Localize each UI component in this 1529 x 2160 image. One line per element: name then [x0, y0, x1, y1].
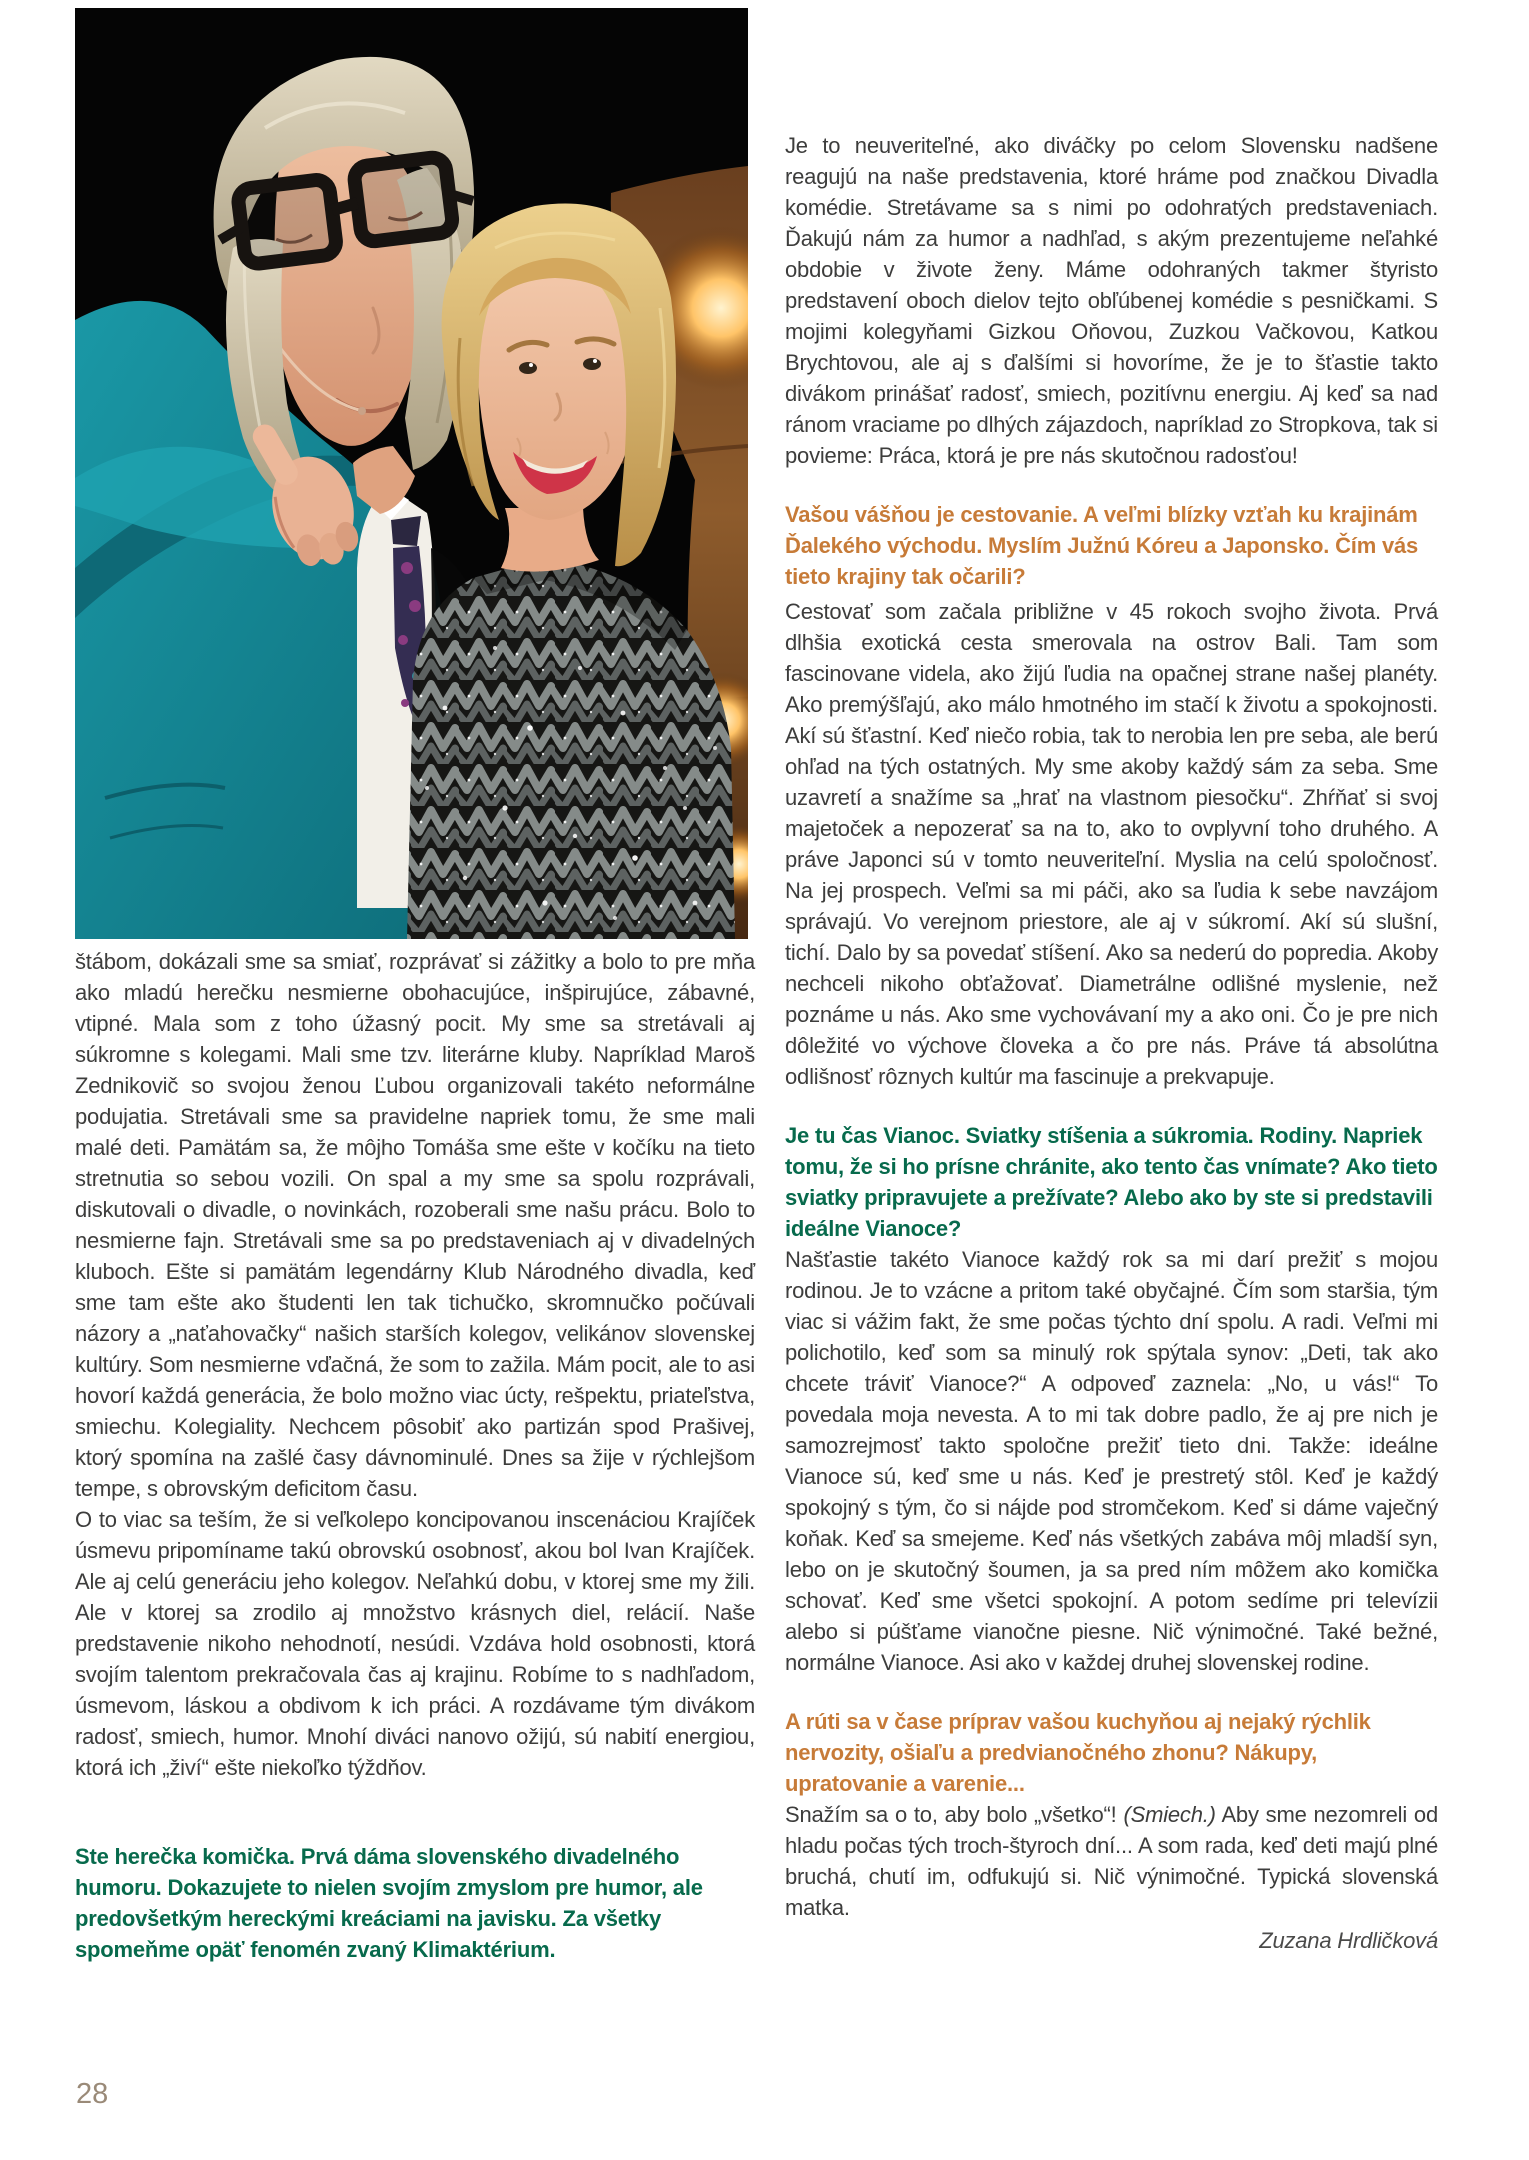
- performance-photo: [75, 8, 748, 939]
- author-signature: Zuzana Hrdličková: [1259, 1928, 1438, 1953]
- eye: [583, 358, 601, 370]
- interview-question-christmas: Je tu čas Vianoc. Sviatky stíšenia a súkromia. Rodiny. Napriek tomu, že si ho prísne chránite, ako tento čas vnímate? Ako tieto sviatky pripravujete a prežívate? Alebo ako by ste si predstavili ideálne Vianoce?: [785, 1123, 1438, 1241]
- right-text-column: [785, 130, 1438, 1956]
- answer-rush-text: Aby sme nezomreli od hladu počas tých troch-štyroch dní... A som rada, keď deti majú plné bruchá, chutí im, odfukujú si. Nič výnimočné. Typická slovenská matka.: [785, 1802, 1438, 1920]
- tie: [391, 516, 421, 546]
- answer-rush: [785, 1799, 1438, 1923]
- stage-direction-laugh: (Smiech.): [1123, 1802, 1216, 1827]
- interview-question-travel: Vašou vášňou je cestovanie. A veľmi blízky vzťah ku krajinám Ďalekého východu. Myslím Južnú Kóreu a Japonsko. Čím vás tieto krajiny tak očarili?: [785, 502, 1419, 589]
- answer-travel: Cestovať som začala približne v 45 rokoch svojho života. Prvá dlhšia exotická cesta smerovala na ostrov Bali. Tam som fascinovane videla, ako žijú ľudia na opačnej strane našej planéty. Ako premýšľajú, ako málo hmotného im stačí k životu a spokojnosti. Akí sú šťastní. Keď niečo robia, tak to nerobia len pre seba, ale berú ohľad na tých ostatných. My sme akoby každý sám za seba. Sme uzavretí a snažíme sa „hrať na vlastnom piesočku“. Zhŕňať si svoj majetoček a nepozerať sa na to, ako to ovplyvní toho druhého. A práve Japonci sú v tomto neuveriteľní. Myslia na celú spoločnosť. Na jej prospech. Veľmi sa mi páči, ako sa ľudia k sebe navzájom správajú. Vo verejnom priestore, ale aj v súkromí. Akí sú slušní, tichí. Dalo by sa povedať stíšení. Ako sa nederú do popredia. Akoby nechceli nikoho obťažovať. Diametrálne odlišné myslenie, než poznáme u nás. Ako sme vychovávaní my a ako oni. Čo je pre nich dôležité vo výchove človeka a čo pre nás. Práve tá absolútna odlišnosť rôznych kultúr ma fascinuje a prekvapuje.: [785, 599, 1438, 1089]
- photo-illustration: [75, 8, 748, 939]
- page-number: 28: [76, 2078, 109, 2110]
- eye: [519, 362, 537, 374]
- paragraph: Je to neuveriteľné, ako diváčky po celom Slovensku nadšene reagujú na naše predstavenia, ktoré hráme pod značkou Divadla komédie. Stretávame sa s nimi po odohratých predstaveniach. Ďakujú nám za humor a nadhľad, s akým prezentujeme neľahké obdobie v živote ženy. Máme odohraných takmer štyristo predstavení oboch dielov tejto obľúbenej komédie s pesničkami. S mojimi kolegyňami Gizkou Oňovou, Zuzkou Vačkovou, Katkou Brychtovou, ale aj s ďalšími si hovoríme, že je to šťastie takto divákom prinášať radosť, smiech, pozitívnu energiu. Aj keď sa nad ránom vraciame po dlhých zájazdoch, napríklad zo Stropkova, tak si povieme: Práca, ktorá je pre nás skutočnou radosťou!: [785, 133, 1438, 468]
- answer-rush-text: Snažím sa o to, aby bolo „všetko“!: [785, 1802, 1124, 1827]
- paragraph: O to viac sa teším, že si veľkolepo koncipovanou inscenáciou Krajíček úsmevu pripomíname takú obrovskú osobnosť, akou bol Ivan Krajíček. Ale aj celú generáciu jeho kolegov. Neľahkú dobu, v ktorej sme my žili. Ale v ktorej sa zrodilo aj množstvo krásnych diel, relácií. Naše predstavenie nikoho nehodnotí, nesúdi. Vzdáva hold osobnosti, ktorá svojím talentom prekračovala čas aj krajinu. Robíme to s nadhľadom, úsmevom, láskou a obdivom k ich práci. A rozdávame tým divákom radosť, smiech, humor. Mnohí diváci nanovo ožijú, sú nabití energiou, ktorá ich „živí“ ešte niekoľko týždňov.: [75, 1507, 755, 1780]
- paragraph: štábom, dokázali sme sa smiať, rozprávať si zážitky a bolo to pre mňa ako mladú herečku nesmierne obohacujúce, inšpirujúce, zábavné, vtipné. Mala som z toho úžasný pocit. My sme sa stretávali aj súkromne s kolegami. Mali sme tzv. literárne kluby. Napríklad Maroš Zednikovič so svojou ženou Ľubou organizovali takéto neformálne podujatia. Stretávali sme sa pravidelne napriek tomu, že sme mali malé deti. Pamätám sa, že môjho Tomáša sme ešte v kočíku na tieto stretnutia so sebou vozili. On spal a my sme sa spolu rozprávali, diskutovali o divadle, o novinkách, rozoberali sme našu prácu. Bolo to nesmierne fajn. Stretávali sme sa po predstaveniach aj v divadelných kluboch. Ešte si pamätám legendárny Klub Národného divadla, keď sme tam ešte ako študenti len tak tichučko, skromnučko počúvali názory a „naťahovačky“ našich starších kolegov, velikánov slovenskej kultúry. Som nesmierne vďačná, že som to zažila. Mám pocit, ale to asi hovorí každá generácia, že bolo možno viac úcty, rešpektu, priateľstva, smiechu. Kolegiality. Nechcem pôsobiť ako partizán spod Prašivej, ktorý spomína na zašlé časy dávnominulé. Dnes sa žije v rýchlejšom tempe, s obrovským deficitom času.: [75, 949, 755, 1501]
- interview-question-rush: A rúti sa v čase príprav vašou kuchyňou aj nejaký rýchlik nervozity, ošiaľu a predvianočného zhonu? Nákupy, upratovanie a varenie...: [785, 1709, 1371, 1796]
- interview-question-stage: Ste herečka komička. Prvá dáma slovenského divadelného humoru. Dokazujete to nielen svojím zmyslom pre humor, ale predovšetkým hereckými kreáciami na javisku. Za všetky spomeňme opäť fenomén zvaný Klimaktérium.: [75, 1844, 703, 1962]
- answer-christmas: Našťastie takéto Vianoce každý rok sa mi darí prežiť s mojou rodinou. Je to vzácne a pritom také obyčajné. Čím som staršia, tým viac si vážim fakt, že sme počas týchto dní spolu. A radi. Veľmi mi polichotilo, keď som sa minulý rok spýtala synov: „Deti, tak ako chcete tráviť Vianoce?“ A odpoveď zaznela: „No, u vás!“ To povedala moja nevesta. A to mi tak dobre padlo, že aj pre nich je samozrejmosť takto spoločne prežiť tieto dni. Takže: ideálne Vianoce sú, keď sme u nás. Keď je prestretý stôl. Keď je každý spokojný s tým, čo si nájde pod stromčekom. Keď si dáme vaječný koňak. Keď sa smejeme. Keď nás všetkých zabáva môj mladší syn, lebo on je skutočný šoumen, ja sa pred ním môžem ako komička schovať. Keď sme všetci spokojní. A potom sedíme pri televízii alebo si púšťame vianočne piesne. Nič výnimočné. Také bežné, normálne Vianoce. Asi ako v každej druhej slovenskej rodine.: [785, 1247, 1438, 1675]
- left-text-column: [75, 946, 755, 1965]
